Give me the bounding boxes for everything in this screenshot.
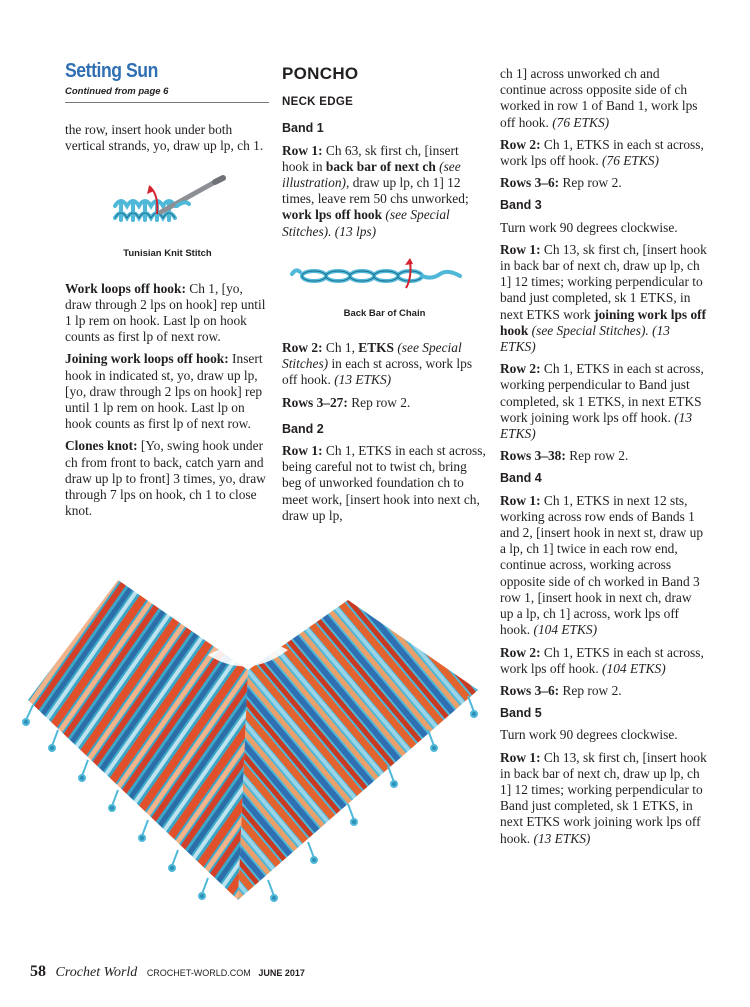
joining-text: Insert hook in indicated st, yo, draw up lp, [yo, draw through 2 lps on hook] rep until 1 lp rem on hook. Last lp on hook counts as first lp of next row. — [65, 351, 263, 432]
row-text: Ch 13, sk first ch, [insert hook in back bar of next ch, draw up lp, ch 1] 12 times; working perpendicular to band just completed, sk 1 ETKS, in next ETKS work — [500, 241, 707, 322]
band-3-turn: Turn work 90 degrees clockwise. — [500, 219, 678, 235]
row-italic: (see Special Stitches) — [282, 340, 462, 372]
row-label: Rows 3–6: — [500, 175, 560, 191]
back-bar-caption: Back Bar of Chain — [343, 307, 426, 319]
row-bold: back bar of next ch — [325, 158, 436, 174]
band-2-heading: Band 2 — [282, 421, 324, 436]
column-left — [65, 122, 270, 525]
band-4-heading: Band 4 — [500, 471, 542, 486]
band-2-rows-3-6 — [500, 175, 708, 191]
row-bold: ETKS — [358, 340, 394, 356]
back-bar-drawing — [282, 252, 487, 302]
band-4-row-2 — [500, 645, 708, 677]
clones-label: Clones knot: — [65, 438, 138, 454]
band-2-row-1-continued — [500, 66, 708, 131]
row-label: Row 1: — [282, 142, 323, 158]
page-title: Setting Sun — [65, 60, 158, 82]
row-label: Rows 3–38: — [500, 448, 566, 464]
work-loops-label: Work loops off hook: — [65, 280, 186, 296]
row-label: Row 2: — [500, 361, 541, 377]
row-text: Rep row 2. — [565, 448, 629, 464]
row-italic: (13 ETKS) — [533, 830, 591, 846]
row-label: Row 2: — [500, 136, 541, 152]
clones-text: [Yo, swing hook under ch from front to back, catch yarn and draw up lp to front] 3 times, yo, draw through 7 lps on hook, ch 1 to close knot. — [65, 438, 266, 519]
band-3-row-2 — [500, 361, 708, 442]
row-italic: (104 ETKS) — [602, 660, 666, 676]
joining-definition — [65, 351, 270, 432]
row-italic: (13 ETKS) — [334, 372, 392, 388]
page-number: 58 — [30, 963, 46, 980]
row-text: Ch 63, sk first ch, [insert hook in — [282, 142, 459, 174]
row-label: Row 2: — [282, 340, 323, 356]
row-label: Row 2: — [500, 644, 541, 660]
tunisian-knit-stitch-illustration — [65, 168, 270, 240]
tunisian-knit-stitch-drawing — [65, 168, 270, 240]
band-1-rows-3-27 — [282, 395, 487, 411]
band-2-row-1 — [282, 443, 487, 524]
row-label: Rows 3–6: — [500, 682, 560, 698]
row-italic: (see illustration) — [282, 158, 461, 191]
band-3-row-1 — [500, 242, 708, 355]
band-3-rows-3-38 — [500, 448, 708, 464]
row-italic: (104 ETKS) — [533, 622, 598, 638]
row-bold: joining work lps off hook — [500, 306, 707, 338]
work-loops-text: Ch 1, [yo, draw through 2 lps on hook] rep until 1 lp rem on hook. Last lp on hook counts as first lp of next row. — [65, 280, 266, 345]
row-label: Row 1: — [500, 749, 541, 765]
row-text: Ch 1, ETKS in each st across, work lps off hook. — [500, 136, 704, 169]
row-text: ch 1] across unworked ch and continue across opposite side of ch worked in row 1 of Band 1, work lps off hook. — [500, 66, 698, 130]
row-label: Row 1: — [500, 492, 541, 508]
row-text: , draw up lp, ch 1] 12 times, leave rem 50 chs unworked; — [282, 175, 469, 207]
row-label: Row 1: — [282, 443, 323, 459]
band-5-row-1 — [500, 750, 708, 847]
column-right — [500, 66, 708, 853]
row-text: Ch 13, sk first ch, [insert hook in back bar of next ch, draw up lp, ch 1] 12 times; working perpendicular to Band just completed, sk 1 ETKS, in next ETKS work joining work lps off hook. — [500, 749, 707, 846]
row-text: Rep row 2. — [559, 682, 622, 698]
band-1-row-2 — [282, 340, 487, 389]
row-label: Row 1: — [500, 241, 541, 257]
row-label: Rows 3–27: — [282, 394, 348, 410]
column-middle — [282, 66, 487, 530]
section-title-poncho: PONCHO — [282, 64, 359, 83]
intro-text: the row, insert hook under both vertical strands, yo, draw up lp, ch 1. — [65, 122, 264, 154]
row-italic: (76 ETKS) — [552, 114, 610, 130]
row-text: Ch 1, ETKS in each st across, being careful not to twist ch, bring beg of unworked foundation ch to meet work, [insert hook into next ch, draw up lp, — [282, 443, 486, 523]
band-4-row-1 — [500, 493, 708, 639]
band-2-row-2 — [500, 137, 708, 169]
joining-label: Joining work loops off hook: — [65, 351, 229, 367]
band-4-rows-3-6 — [500, 683, 708, 699]
row-italic: (see Special Stitches). (13 ETKS) — [500, 322, 670, 355]
row-text: Ch 1, ETKS in next 12 sts, working across row ends of Bands 1 and 2, [insert hook in next st, draw up a lp, ch 1] twice in each row end, continue across, working across opposite side of ch worked in Band 3 row 1, [insert hook in next ch, draw up a lp, ch 1] across, work lps off hook. — [500, 492, 704, 638]
row-text: Ch 1, ETKS in each st across, working perpendicular to Band just completed, sk 1 ETKS, in next ETKS work joining work lps off hook. — [500, 361, 704, 425]
row-italic: (see Special Stitches). (13 lps) — [282, 207, 450, 239]
row-bold: work lps off hook — [282, 207, 383, 223]
row-italic: (76 ETKS) — [602, 153, 659, 169]
poncho-left-panel — [28, 580, 248, 900]
back-bar-illustration — [282, 252, 487, 302]
band-1-row-1 — [282, 143, 487, 240]
row-text: Rep row 2. — [559, 175, 622, 191]
issue-date: JUNE 2017 — [258, 968, 305, 978]
work-loops-definition — [65, 281, 270, 346]
clones-knot-definition — [65, 438, 270, 519]
band-3-heading: Band 3 — [500, 198, 542, 213]
row-text: in each st across, work lps off hook. — [282, 356, 473, 388]
band-5-heading: Band 5 — [500, 706, 542, 721]
row-text: Ch 1, ETKS in each st across, work lps off hook. — [500, 644, 704, 676]
row-text: Rep row 2. — [347, 394, 411, 410]
poncho-photo — [18, 560, 498, 920]
band-5-turn: Turn work 90 degrees clockwise. — [500, 727, 678, 743]
tunisian-knit-stitch-caption: Tunisian Knit Stitch — [123, 248, 212, 260]
header-rule — [65, 102, 269, 103]
row-italic: (13 ETKS) — [500, 409, 693, 442]
page-footer — [30, 963, 305, 981]
continued-note: Continued from page 6 — [65, 86, 169, 97]
subsection-neck-edge: NECK EDGE — [282, 96, 354, 109]
band-1-heading: Band 1 — [282, 121, 324, 136]
magazine-name: Crochet World — [55, 965, 138, 980]
magazine-url: CROCHET-WORLD.COM — [146, 968, 251, 978]
row-text: Ch 1, — [322, 340, 359, 356]
